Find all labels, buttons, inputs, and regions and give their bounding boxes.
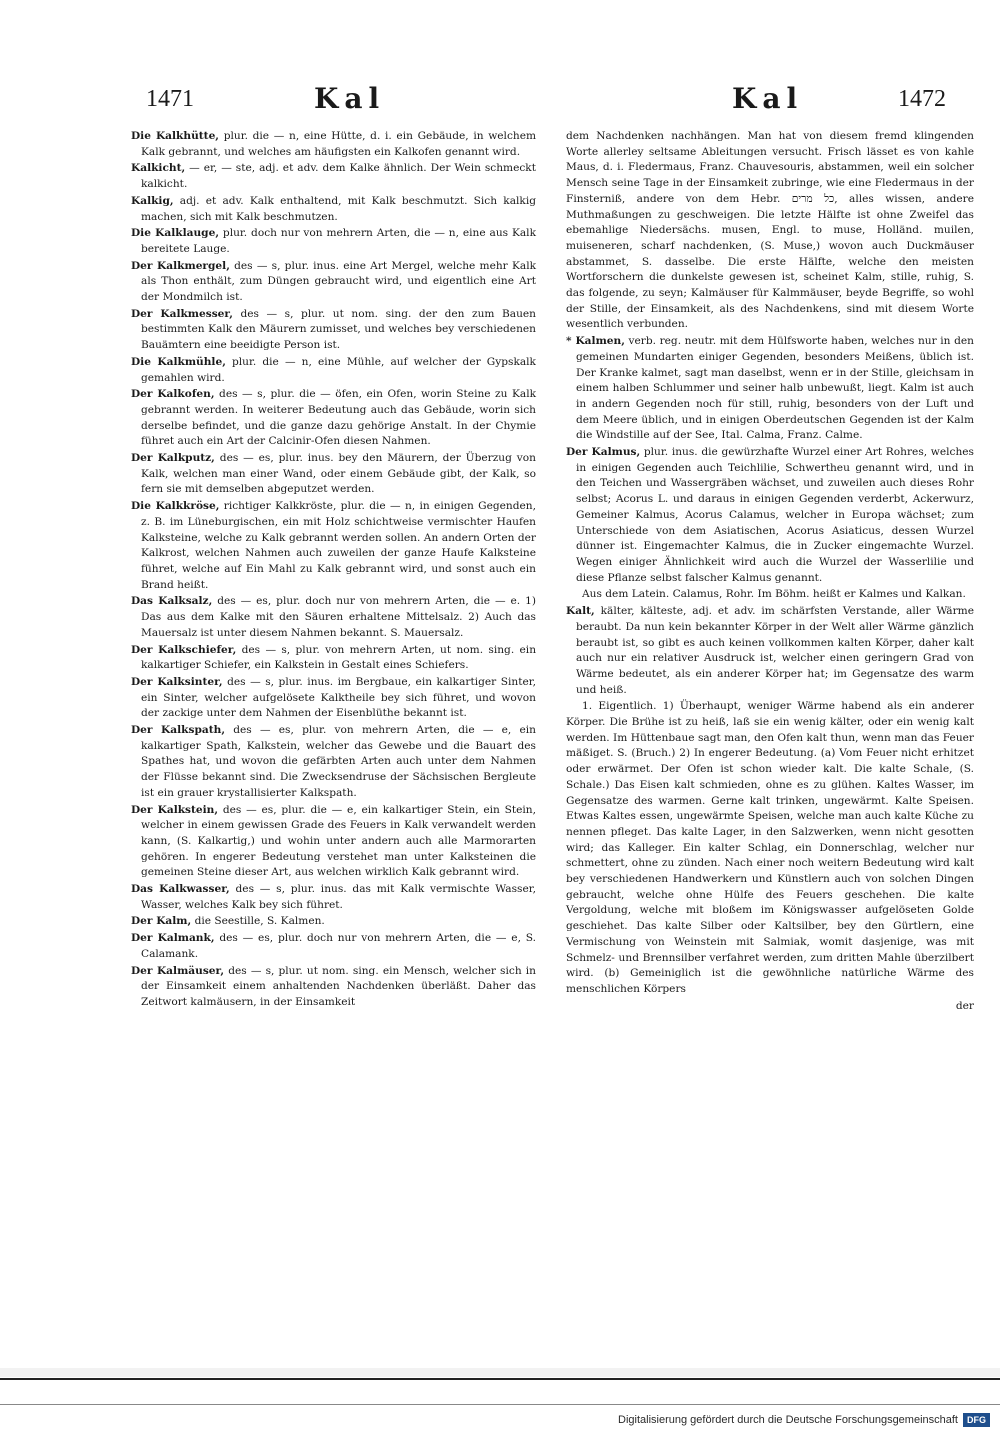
catchword: der — [955, 999, 974, 1012]
page-bottom-rule — [0, 1378, 1000, 1380]
entry-body: des — s, plur. von mehrern Arten, ut nom. sing. ein kalkartiger Schiefer, ein Kalkstein in Gestalt eines Schiefers. — [141, 643, 537, 672]
dfg-logo: DFG — [963, 1413, 990, 1427]
entry-headword: Das Kalkwasser, — [131, 883, 230, 896]
entry-headword: Die Kalklauge, — [131, 227, 220, 240]
right-page-number: 1472 — [898, 86, 946, 112]
dictionary-entry — [131, 914, 536, 930]
entry-headword: Der Kalkstein, — [131, 803, 219, 816]
dictionary-entry — [566, 129, 974, 333]
entry-body: des — s, plur. inus. im Bergbaue, ein kalkartiger Sinter, ein Sinter, welcher aufgelösete Kalktheile bey sich führet, und wovon der zackige unter dem Nahmen der Eisenblüthe bekannt ist. — [141, 675, 536, 720]
entry-headword: Kalkig, — [131, 194, 174, 207]
dictionary-entry — [131, 964, 536, 1011]
dictionary-entry — [566, 445, 974, 586]
dictionary-entry — [131, 259, 536, 306]
entry-body: des — es, plur. die — e, ein kalkartiger Stein, ein Stein, welcher in einem gewissen Grade des Feuers in Kalk verwandelt werden kann, (S. Kalkartig,) und wohin unter andern auch alle Marmorarten gehören. In engerer Bedeutung verstehet man unter Kalksteinen die gemeinen Steine dieser Art, aus welchen wirklich Kalk gebrannt wird. — [141, 803, 536, 879]
dictionary-entry — [131, 194, 536, 225]
dictionary-entry — [131, 226, 536, 257]
entry-headword: Die Kalkhütte, — [131, 130, 220, 142]
dictionary-entry — [566, 587, 974, 603]
entry-body: kälter, kälteste, adj. et adv. im schärfsten Verstande, aller Wärme beraubt. Da nun kein bekannter Körper in der Welt aller Wärme gänzlich beraubt ist, so gibt es auch keinen vollkommen kalten Körper, daher kalt auch nur ein relativer Ausdruck ist, welcher einen geringern Grad von Wärme bedeutet, als ein anderer Körper hat; im Gegensatze des warm und heiß. — [576, 605, 974, 696]
left-page-number: 1471 — [146, 86, 194, 112]
entry-body: plur. doch nur von mehrern Arten, die — n, eine aus Kalk bereitete Lauge. — [141, 227, 536, 255]
dictionary-entry — [131, 931, 536, 962]
entry-headword: Der Kalmäuser, — [131, 964, 225, 977]
dictionary-entry — [566, 699, 974, 997]
entry-headword: Der Kalkofen, — [131, 388, 215, 401]
entry-headword: Der Kalksinter, — [131, 675, 223, 688]
dictionary-entry — [131, 387, 536, 450]
entry-headword: * Kalmen, — [566, 335, 625, 348]
scan-shadow-band — [0, 1368, 1000, 1377]
entry-headword: Der Kalkmesser, — [131, 307, 233, 320]
dictionary-entry — [131, 723, 536, 802]
entry-headword: Der Kalkschiefer, — [131, 643, 237, 656]
entry-headword: Der Kalmus, — [566, 446, 641, 459]
entry-body: des — es, plur. inus. bey den Mäurern, der Überzug von Kalk, welchen man einer Wand, oder einem Gebäude gibt, der Kalk, so fern sie mit demselben abgeputzet werden. — [141, 452, 536, 496]
dictionary-entry — [566, 604, 974, 698]
right-column — [566, 129, 974, 1014]
entry-body: dem Nachdenken nachhängen. Man hat von diesem fremd klingenden Worte allerley seltsame Ableitungen versucht. Frisch lässet es von kahle Maus, d. i. Fledermaus, Franz. Chauvesouris, abstammen, weil ein solcher Mensch seine Tage in der Einsamkeit zubringe, wie eine Fledermaus in der Finsterniß, andere von dem Hebr. כל מרים, alles wissen, andere Muthmaßungen zu geschweigen. Die letzte Hälfte ist ohne Zweifel das ebemahlige Niedersächs. musen, Engl. to muse, Holländ. muilen, muiseneren, scharf nachdenken, (S. Muse,) wovon auch Duckmäuser abstammet, S. dasselbe. Die erste Hälfte, welche den meisten Wortforschern die dunkelste gewesen ist, scheinet Kalm, stille, ruhig, S. das folgende, zu seyn; Kalmäuser für Kalmmäuser, beyde Begriffe, so wohl der Stille, der Einsamkeit, als des Nachdenkens, sind mit diesem Worte wesentlich verbunden. — [566, 130, 974, 331]
entry-body: adj. et adv. Kalk enthaltend, mit Kalk beschmutzt. Sich kalkig machen, sich mit Kalk beschmutzen. — [141, 194, 536, 223]
entry-body: 1. Eigentlich. 1) Überhaupt, weniger Wärme habend als ein anderer Körper. Die Brühe ist zu heiß, laß sie ein wenig kälter, oder ein wenig kalt werden. Im Hüttenbaue sagt man, den Ofen kalt thun, wenn man das Feuer mäßiget. S. (Bruch.) 2) In engerer Bedeutung. (a) Vom Feuer nicht erhitzet oder erwärmet. Der Ofen ist schon wieder kalt. Die kalte Schale, (S. Schale.) Das Eisen kalt schmieden, ohne es zu glühen. Kaltes Wasser, im Gegensatze des warmen. Gerne kalt trinken, ungewärmt. Kalte Speisen. Etwas Kaltes essen, ungewärmte Speisen, welche man auch kalte Küche zu nennen pfleget. Das kalte Lager, in den Salzwerken, wenn nicht gesotten wird; das Kalleger. Ein kalter Schlag, ein Donnerschlag, welcher nur schmettert, ohne zu zünden. Nach einer noch weitern Bedeutung wird kalt bey verschiedenen Handwerkern und Künstlern auch von solchen Dingen gebraucht, welche ohne Hülfe des Feuers geschehen. Die kalte Vergoldung, welche mit bloßem im Königswasser aufgelöseten Golde geschiehet. Das kalte Silber oder Kaltsilber, bey den Gürtlern, eine Vermischung von Weinstein mit Salmiak, womit dasjenige, was mit Schmelz- und Brennsilber verfahret werden, zum dritten Mahle überzilbert wird. (b) Gemeiniglich ist die gewöhnliche natürliche Wärme des menschlichen Körpers — [566, 700, 974, 995]
entry-body: des — s, plur. ut nom. sing. ein Mensch, welcher sich in der Einsamkeit einem anhaltenden Nachdenken überläßt. Daher das Zeitwort kalmäusern, in der Einsamkeit — [141, 964, 536, 1008]
dictionary-entry — [131, 803, 536, 882]
dictionary-entry — [131, 675, 536, 722]
entry-body: des — s, plur. ut nom. sing. der den zum Bauen bestimmten Kalk den Mäurern zumisset, und welches bey verschiedenen Bauämtern eine beeidigte Person ist. — [141, 307, 537, 352]
entry-body: Aus dem Latein. Calamus, Rohr. Im Böhm. heißt er Kalmes und Kalkan. — [582, 588, 966, 601]
left-column — [131, 129, 536, 1012]
entry-headword: Kalt, — [566, 605, 595, 618]
entry-body: plur. die — n, eine Mühle, auf welcher der Gypskalk gemahlen wird. — [141, 355, 536, 384]
entry-body: verb. reg. neutr. mit dem Hülfsworte haben, welches nur in den gemeinen Mundarten einiger Gegenden, besonders Meißens, üblich ist. Der Kranke kalmet, sagt man daselbst, wenn er in der Stille, gleichsam in einem halben Schlummer und seiner halb unbewußt, liegt. Kalm ist auch in andern Gegenden noch für still, ruhig, besonders von der Luft und dem Meere üblich, und in einigen Oberdeutschen Gegenden ist der Kalm die Windstille auf der See, Ital. Calma, Franz. Calme. — [576, 335, 974, 442]
entry-headword: Der Kalmank, — [131, 932, 215, 945]
entry-headword: Der Kalkspath, — [131, 724, 226, 737]
entry-body: des — es, plur. doch nur von mehrern Arten, die — e, S. Calamank. — [141, 932, 536, 960]
entry-body: die Seestille, S. Kalmen. — [194, 915, 325, 928]
entry-headword: Kalkicht, — [131, 162, 186, 175]
footer-rule — [0, 1404, 1000, 1405]
dictionary-entry — [131, 161, 536, 192]
dictionary-entry — [131, 355, 536, 386]
dictionary-entry — [131, 594, 536, 641]
entry-body: des — es, plur. doch nur von mehrern Arten, die — e. 1) Das aus dem Kalke mit den Säuren erhaltene Mittelsalz. 2) Auch das Mauersalz ist unter diesem Nahmen bekannt. S. Mauersalz. — [141, 595, 536, 639]
entry-body: — er, — ste, adj. et adv. dem Kalke ähnlich. Der Wein schmeckt kalkicht. — [141, 162, 536, 191]
entry-headword: Die Kalkmühle, — [131, 355, 226, 368]
entry-body: richtiger Kalkkröste, plur. die — n, in einigen Gegenden, z. B. im Lüneburgischen, ein mit Holz schichtweise vermischter Haufen Kalksteine, welche zu Kalk gebrannt werden sollen. An andern Orten der Kalkrost, welchen Nahmen auch zuweilen der ganze Haufe Kalksteine führet, welche auf Ein Mahl zu Kalk gebrannt wird, und sonst auch ein Brand heißt. — [141, 500, 536, 591]
dictionary-entry — [566, 334, 974, 444]
entry-body: des — s, plur. inus. eine Art Mergel, welche mehr Kalk als Thon enthält, zum Düngen gebraucht wird, und eigentlich eine Art der Mondmilch ist. — [141, 259, 537, 304]
footer-credit: Digitalisierung gefördert durch die Deutsche Forschungsgemeinschaft — [618, 1414, 958, 1426]
entry-body: plur. die — n, eine Hütte, d. i. ein Gebäude, in welchem Kalk gebrannt, und welches am häufigsten ein Kalkofen genannt wird. — [141, 130, 537, 158]
dictionary-entry — [131, 129, 536, 160]
left-running-head: Kal — [314, 82, 386, 115]
entry-headword: Die Kalkkröse, — [131, 500, 220, 513]
entry-body: des — es, plur. von mehrern Arten, die — e, ein kalkartiger Spath, Kalkstein, welcher das Gewebe und die Bauart des Spathes hat, und wovon die gefärbten Arten auch unter dem Nahmen der Flüsse bekannt sind. Die Zwecksendruse der Sächsischen Bergleute ist ein grauer krystallisierter Kalkspath. — [141, 724, 537, 799]
entry-body: plur. inus. die gewürzhafte Wurzel einer Art Rohres, welches in einigen Gegenden auch Teichlilie, Schwertheu genannt wird, und in den Teichen und Wassergräben wächset, und zuweilen auch dieses Rohr selbst; Acorus L. und daraus in einigen Gegenden verderbt, Ackerwurz, Gemeiner Kalmus, Acorus Calamus, welcher in Europa wächset; zum Unterschiede von dem Asiatischen, Acorus Asiaticus, dessen Wurzel dünner ist. Eingemachter Kalmus, die in Zucker eingemachte Wurzel. Wegen einiger Ähnlichkeit wird auch die Wurzel der Wasserlilie und diese Pflanze selbst falscher Kalmus genannt. — [576, 446, 974, 584]
entry-headword: Der Kalkputz, — [131, 452, 215, 465]
dictionary-entry — [131, 643, 536, 674]
entry-body: des — s, plur. inus. das mit Kalk vermischte Wasser, Wasser, welches Kalk bey sich führet. — [141, 883, 537, 911]
entry-headword: Der Kalm, — [131, 915, 192, 928]
dictionary-entry — [131, 499, 536, 593]
entry-headword: Das Kalksalz, — [131, 595, 213, 608]
entry-body: des — s, plur. die — öfen, ein Ofen, worin Steine zu Kalk gebrannt werden. In weiterer Bedeutung auch das Gebäude, worin sich derselbe befindet, und die ganze dazu gehörige Anstalt. In der Chymie führet auch ein Art der Calcinir-Ofen diesen Nahmen. — [141, 388, 536, 448]
entry-headword: Der Kalkmergel, — [131, 259, 230, 272]
dictionary-entry — [131, 451, 536, 498]
right-running-head: Kal — [732, 82, 804, 115]
dictionary-entry — [131, 882, 536, 913]
dictionary-entry — [131, 307, 536, 354]
